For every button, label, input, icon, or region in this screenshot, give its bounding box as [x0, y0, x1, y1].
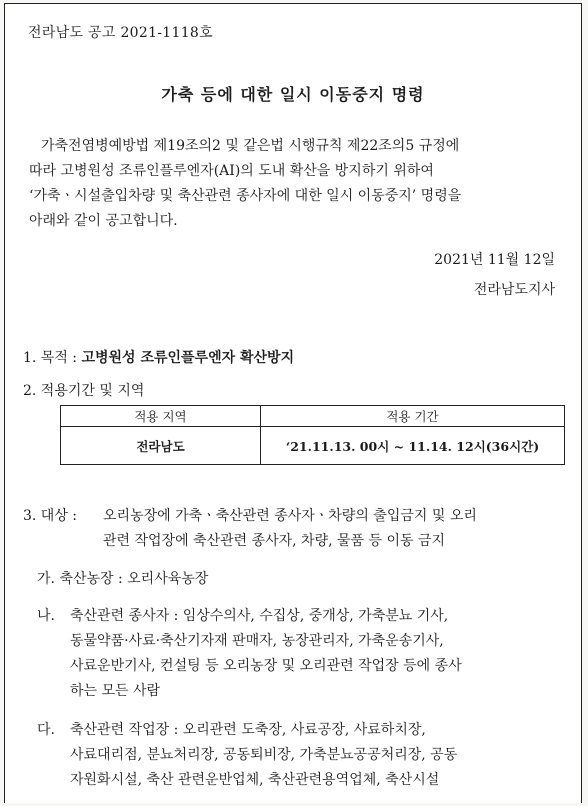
table-cell-period: ‘21.11.13. 00시 ~ 11.14. 12시(36시간)	[261, 427, 565, 465]
table-header: 적용 기간	[261, 406, 565, 427]
document-title: 가축 등에 대한 일시 이동중지 명령	[161, 85, 425, 104]
target-line: 관련 작업장에 축산관련 종사자, 차량, 물품 등 이동 금지	[103, 533, 446, 549]
notice-number: 전라남도 공고 2021-1118호	[28, 25, 213, 41]
target-line: 3. 대상 :오리농장에 가축ㆍ축산관련 종사자ㆍ차량의 출입금지 및 오리	[23, 504, 573, 529]
item-text: 축산농장 : 오리사육농장	[59, 571, 209, 587]
section-target	[23, 504, 573, 554]
issuer: 전라남도지사	[473, 282, 555, 298]
item-mark: 다.	[37, 722, 55, 738]
item-line: 사료대리점, 분뇨처리장, 공동퇴비장, 가축분뇨공공처리장, 공동	[70, 747, 458, 763]
item-da	[37, 718, 565, 793]
period-region-table	[60, 405, 565, 465]
table-header: 적용 지역	[61, 406, 261, 427]
table-header-row	[61, 406, 565, 427]
intro-line: 아래와 같이 공고합니다.	[29, 213, 178, 229]
section-purpose	[23, 347, 294, 367]
intro-paragraph	[29, 134, 565, 234]
section-period-region: 2. 적용기간 및 지역	[23, 383, 145, 399]
item-line: 축산관련 종사자 : 임상수의사, 수집상, 중개상, 가축분뇨 기사,	[70, 608, 449, 624]
item-line: 축산관련 작업장 : 오리관련 도축장, 사료공장, 사료하치장,	[70, 722, 426, 738]
section-label: 3. 대상 :	[23, 508, 78, 524]
table-cell-region: 전라남도	[61, 427, 261, 465]
table-row	[61, 427, 565, 465]
item-line: 사료운반기사, 컨설팅 등 오리농장 및 오리관련 작업장 등에 종사	[70, 658, 462, 674]
item-line: 동물약품·사료·축산기자재 판매자, 농장관리자, 가축운송기사,	[70, 633, 444, 649]
purpose-text: 고병원성 조류인플루엔자 확산방지	[81, 350, 295, 366]
item-mark: 나.	[37, 608, 55, 624]
notice-document	[4, 3, 582, 803]
intro-line: ‘가축ㆍ시설출입차량 및 축산관련 종사자에 대한 일시 이동중지’ 명령을	[29, 188, 462, 204]
intro-line: 따라 고병원성 조류인플루엔자(AI)의 도내 확산을 방지하기 위하여	[29, 163, 434, 179]
item-line: 하는 모든 사람	[70, 683, 161, 699]
section-label: 1. 목적 :	[23, 350, 82, 366]
item-mark: 가.	[37, 571, 55, 587]
issue-date: 2021년 11월 12일	[434, 252, 555, 268]
item-na	[37, 604, 565, 704]
intro-line: 가축전염병예방법 제19조의2 및 같은법 시행규칙 제22조의5 규정에	[41, 138, 460, 154]
item-ga	[37, 567, 208, 592]
item-line: 자원화시설, 축산 관련운반업체, 축산관련용역업체, 축산시설	[70, 772, 440, 788]
